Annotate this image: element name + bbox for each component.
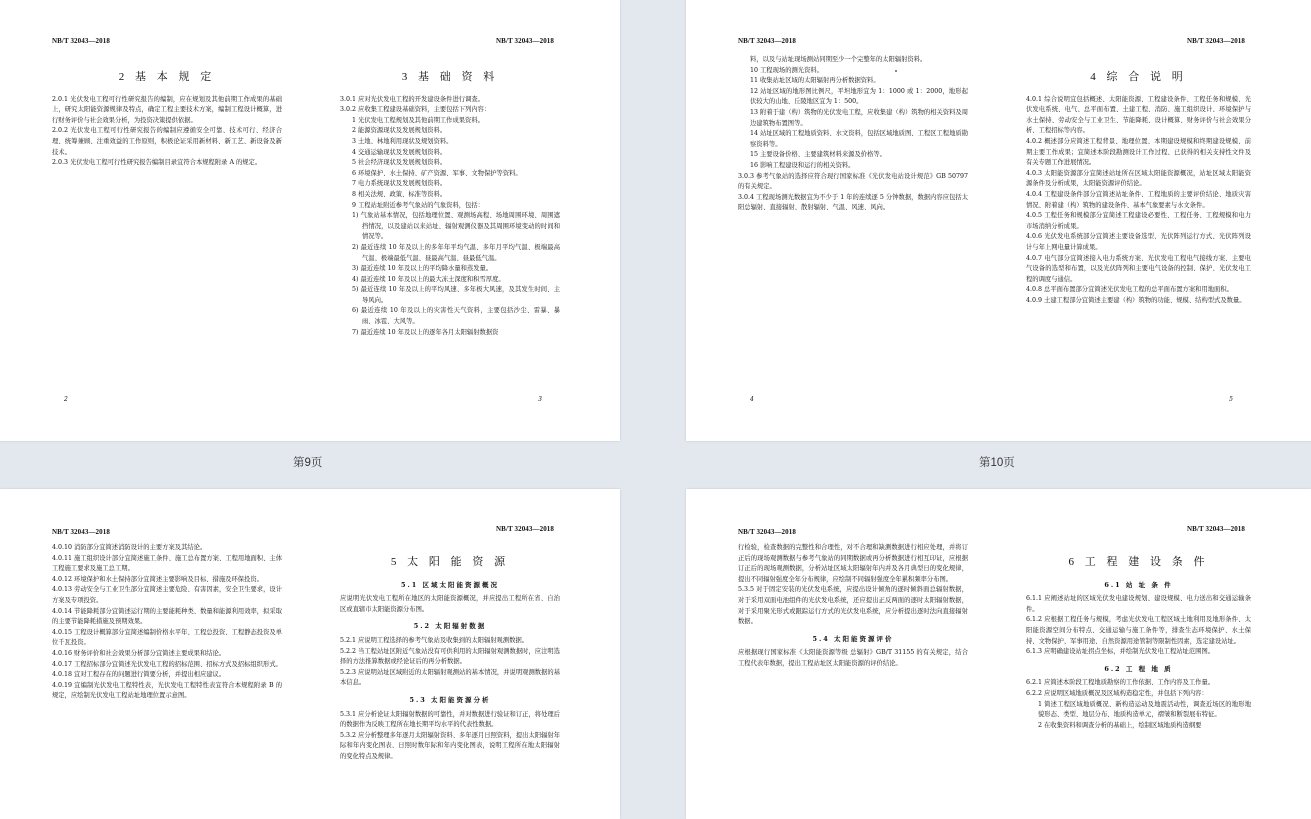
clause: 4.0.13 劳动安全与工业卫生部分宜简述主要危险、有害因素，安全卫生要求，设计方案及专项投资。: [52, 586, 282, 604]
clause: 5.2.2 当工程站址区附近气象站没有可供利用的太阳辐射观测数据时，应注明选择的方法推算数据或经论证后的再分析数据。: [340, 647, 560, 666]
chapter-title: 6 工 程 建 设 条 件: [1068, 556, 1209, 568]
page-header: NB/T 32043—2018: [738, 528, 796, 536]
page-header: NB/T 32043—2018: [496, 37, 554, 45]
list-item: 14 站址区域的工程地质资料、水文资料，包括区域地质图、工程区工程地质勘察资料等。: [750, 130, 968, 148]
clause: 4.0.5 工程任务和规模部分宜简述工程建设必要性、工程任务、工程规模和电力市场消纳分析成果。: [1026, 212, 1251, 230]
list-item: 5 社会经济现状及发展规划资料。: [352, 159, 447, 167]
sub-list-item: 4) 最近连续 10 年及以上的最大冻土深度和积雪厚度。: [352, 275, 505, 283]
clause: 4.0.15 工程设计概算部分宜简述编制价格水平年、工程总投资、工程静态投资及单位千瓦投资。: [52, 628, 282, 647]
page-number: 5: [1229, 396, 1233, 403]
doc-page-7: [310, 489, 620, 819]
chapter-title: 4 综 合 说 明: [1090, 71, 1187, 83]
section-heading: 5.1 区域太阳能资源概况: [400, 580, 500, 589]
clause: 5.2.1 应说明工程选择的参考气象站及收集到的太阳辐射观测数据。: [340, 636, 529, 644]
chapter-title: 5 太 阳 能 资 源: [390, 556, 510, 568]
list-item: 2 能源资源现状及发展规划资料。: [352, 127, 447, 135]
clause: 4.0.4 工程建设条件部分宜简述站址条件、工程地质的主要评价结论、地质灾害情况、附着建（构）筑物的建设条件、基本气象要素与水文条件。: [1026, 190, 1251, 209]
clause: 4.0.18 宜对工程存在的问题进行简要分析，并提出相应建议。: [52, 671, 226, 679]
page-spread-4: [686, 489, 1311, 819]
page-number: 4: [750, 396, 754, 403]
clause: 4.0.12 环境保护和水土保持部分宜简述主要影响及目标、措施及环保投资。: [52, 575, 263, 583]
clause: 行检验，检查数据的完整性和合理性，对不合理和缺测数据进行相应处理，并将订正后的现场观测数据与参考气象站的同期数据或再分析数据进行相互印证，应根据订正后的现场观测数据，分析站址区域太阳辐射年内并及各月典型日的变化规律，提出不同辐射强度全年分布规律，应绘制不同辐射强度全年累积频率分布图。: [738, 544, 968, 583]
page-number: 2: [64, 396, 68, 403]
clause: 4.0.2 概述部分应简述工程背景、地理位置、本期建设规模和终期建设规模、前期主要工作成果；宜简述本阶段勘测设计工作过程、已获得的相关支持性文件及有关专题工作进展情况。: [1026, 137, 1251, 167]
page-header: NB/T 32043—2018: [1187, 37, 1245, 45]
page-speck: [895, 70, 897, 72]
clause: 6.1.1 应阐述站址的区域光伏发电建设规划、建设规模、电力送出和交通运输条件。: [1026, 595, 1251, 613]
list-item: 1 光伏发电工程规划及其他前期工作成果资料。: [352, 116, 484, 124]
clause: 5.3.1 应分析论证太阳辐射数据的可靠性，并对数据进行验证和订正，将处理后的数据作为反映工程所在地长期平均水平的代表性数据。: [340, 710, 560, 729]
page-spread-1: [0, 0, 620, 441]
list-item: 9 工程站址附近参考气象站的气象资料，包括：: [352, 201, 484, 209]
clause: 3.0.4 工程现场测光数据宜为不少于 1 年的连续逐 5 分钟数据，数据内容应包括太阳总辐射、直接辐射、散射辐射、气温、风速、风向。: [738, 193, 968, 212]
page-header: NB/T 32043—2018: [52, 528, 110, 536]
clause: 2.0.3 光伏发电工程可行性研究报告编制目录宜符合本规程附录 A 的规定。: [52, 159, 262, 167]
clause: 5.3.2 应分析整理多年逐月太阳辐射资料、多年逐月日照资料，提出太阳辐射年际和年内变化图表、日照时数年际和年内变化图表，说明工程所在地太阳辐射的变化特点及规律。: [340, 731, 560, 760]
chapter-title: 3 基 础 资 料: [401, 71, 499, 83]
page-number: 3: [538, 396, 542, 403]
doc-page-6: [0, 489, 310, 819]
clause: 4.0.1 综合说明宜包括概述、太阳能资源、工程建设条件、工程任务和规模、光伏发电系统、电气、总平面布置、土建工程、消防、施工组织设计、环境保护与水土保持、劳动安全与工业卫生、节能降耗、设计概算、财务评价与社会效果分析、工程招标等内容。: [1026, 95, 1251, 135]
list-item: 11 收集站址区域的太阳辐射再分析数据资料。: [750, 77, 880, 85]
clause: 6.1.2 应根据工程任务与规模，考虑光伏发电工程区域土地利用及地形条件、太阳能资源空间分布特点、交通运输与施工条件等，排查生态环境保护、水土保持、文物保护、军事用途、自然资源用途管制等限制性因素，选定建设站址。: [1026, 616, 1251, 645]
list-item: 7 电力系统现状及发展规划资料。: [352, 180, 447, 188]
sub-list-item: 1) 气象站基本情况，包括地理位置、观测场高程、场地周围环境、周围遮挡情况，以及建站以来站址、辐射观测仪器及其周围环境变动的时间和情况等。: [352, 212, 560, 241]
page-label-10: 第10页: [979, 457, 1015, 469]
clause: 4.0.7 电气部分宜简述接入电力系统方案、光伏发电工程电气接线方案、主要电气设备的选型和布置，以及光伏阵列和主要电气设备的控制、保护、光伏发电工程的调度与通信。: [1026, 254, 1251, 283]
doc-page-4: [686, 0, 996, 441]
page-spread-3: [0, 489, 620, 819]
clause: 4.0.10 消防部分宜简述消防设计的主要方案及其结论。: [52, 544, 207, 551]
section-heading: 5.2 太阳辐射数据: [413, 622, 487, 631]
clause: 4.0.11 施工组织设计部分宜简述施工条件、施工总布置方案、工程用地面积、主体工程施工要求及施工总工期。: [52, 554, 282, 573]
clause: 4.0.3 太阳能资源部分宜简述站址所在区域太阳能资源概况，站址区域太阳能资源条件及分析成果，太阳能资源评价结论。: [1026, 169, 1251, 188]
list-item: 4 交通运输现状及发展规划资料。: [352, 148, 447, 156]
page-label-9: 第9页: [293, 457, 323, 469]
list-item: 3 土地、林地利用现状及规划资料。: [352, 137, 453, 145]
list-item: 12 站址区域的地形图比例尺，平坦地形宜为 1：1000 或 1：2000，地形起伏较大的山地、丘陵地区宜为 1：500。: [750, 87, 968, 106]
page-header: NB/T 32043—2018: [496, 525, 554, 533]
clause: 4.0.9 土建工程部分宜简述主要建（构）筑物的功能、规模、结构型式及数量。: [1026, 296, 1246, 304]
list-item: 2 在收集资料和调查分析的基础上，绘制区域地质构造纲要: [1038, 721, 1202, 729]
clause: 4.0.8 总平面布置部分宜简述光伏发电工程的总平面布置方案和用地面积。: [1026, 286, 1233, 294]
clause: 4.0.19 宜编制光伏发电工程特性表，光伏发电工程特性表宜符合本规程附录 B 的规定，应绘制光伏发电工程站址地理位置示意图。: [52, 681, 282, 700]
clause: 应根据现行国家标准《太阳能资源等级 总辐射》GB/T 31155 的有关规定，结合工程代表年数据，提出工程站址区太阳能资源的评价结论。: [738, 649, 968, 667]
clause: 5.2.3 应说明站址区域附近的太阳辐射观测站的基本情况，并说明观测数据的基本信息。: [340, 668, 560, 687]
clause: 3.0.2 应收集工程建设基础资料，主要包括下列内容：: [340, 106, 491, 114]
clause: 3.0.3 参考气象站的选择应符合现行国家标准《光伏发电站设计规范》GB 50797 的有关规定。: [738, 172, 968, 191]
page-header: NB/T 32043—2018: [738, 37, 796, 45]
sub-list-item: 7) 最近连续 10 年及以上的逐年各月太阳辐射数据资: [352, 328, 499, 336]
section-heading: 6.2 工 程 地 质: [1104, 664, 1173, 673]
list-item: 10 工程现场的测光资料。: [750, 66, 823, 74]
clause: 2.0.1 光伏发电工程可行性研究报告的编制，应在规划及其他前期工作成果的基础上，研究太阳能资源规律及特点，确定工程主要技术方案，编制工程设计概算，进行财务评价与社会效果分析，为投资决策提供依据。: [52, 95, 282, 124]
clause: 4.0.16 财务评价和社会效果分析部分宜简述主要成果和结论。: [52, 649, 226, 657]
doc-page-2: [0, 0, 310, 441]
doc-page-5: [996, 0, 1311, 441]
sub-list-item: 6) 最近连续 10 年及以上的灾害性天气资料，主要包括沙尘、雷暴、暴雨、冰雹、大风等。: [352, 307, 560, 326]
page-header: NB/T 32043—2018: [52, 37, 110, 45]
clause: 6.2.1 应简述本阶段工程地质勘察的工作依据、工作内容及工作量。: [1026, 679, 1215, 687]
doc-page-3: [310, 0, 620, 441]
doc-page-9: [996, 489, 1311, 819]
clause: 2.0.2 光伏发电工程可行性研究报告的编制应遵循安全可靠、技术可行、经济合理、统筹兼顾、注重效益的工作原则，积极论证采用新材料、新工艺、新设备及新技术。: [52, 127, 282, 156]
sub-list-item: 5) 最近连续 10 年及以上的平均风速、多年极大风速，及其发生时间、主导风向。: [352, 286, 560, 304]
clause: 4.0.6 光伏发电系统部分宜简述主要设备选型、光伏阵列运行方式、光伏阵列设计与年上网电量计算成果。: [1026, 233, 1251, 251]
list-item: 1 简述工程区域地质概况、新构造运动及地震活动性，调查近场区的地形地貌形态、类型、地层分布、地质构造单元，褶皱和断裂展布特征。: [1038, 700, 1251, 719]
sub-list-item: 2) 最近连续 10 年及以上的多年年平均气温、多年月平均气温、极端最高气温、极端最低气温、昼最高气温、昼最低气温。: [352, 243, 560, 262]
page-spread-2: [686, 0, 1311, 441]
clause: 3.0.1 应对光伏发电工程的开发建设条件进行调查。: [340, 95, 484, 103]
doc-page-8: [686, 489, 996, 819]
clause: 应说明光伏发电工程所在地区的太阳能资源概况，并应提出工程所在省、自治区或直辖市太阳能资源分布图。: [340, 595, 560, 613]
list-item: 16 影响工程建设和运行的相关资料。: [750, 161, 855, 169]
chapter-title: 2 基 本 规 定: [118, 71, 216, 83]
list-item: 6 环境保护、水土保持、矿产资源、军事、文物保护等资料。: [352, 169, 522, 177]
section-heading: 5.3 太阳能资源分析: [409, 695, 491, 704]
sub-list-item: 3) 最近连续 10 年及以上的平均降水量和蒸发量。: [352, 265, 493, 273]
page-header: NB/T 32043—2018: [1187, 525, 1245, 533]
clause: 4.0.17 工程招标部分宜简述光伏发电工程的招标范围、招标方式及招标组织形式。: [52, 660, 282, 668]
list-item: 8 相关法规、政策、标准等资料。: [352, 190, 447, 198]
clause: 4.0.14 节能降耗部分宜简述运行期的主要能耗种类、数量和能源利用效率，拟采取的主要节能降耗措施及预期效果。: [52, 607, 282, 626]
sub-list-item: 料，以及与站址现场测站同期至少一个完整年的太阳辐射资料。: [750, 56, 927, 63]
section-heading: 5.4 太阳能资源评价: [812, 634, 894, 643]
clause: 6.1.3 应明确建设站址拐点坐标，并绘制光伏发电工程站址范围图。: [1026, 648, 1215, 656]
section-heading: 6.1 站 址 条 件: [1104, 580, 1173, 589]
clause: 5.3.5 对于固定安装的光伏发电系统，应提出设计倾角的逐时倾斜面总辐射数据，对于采用双面电池组件的光伏发电系统，还应提出正反两面的逐时太阳辐射数据，对于采用聚光形式或跟踪运行方式的光伏发电系统，应分析提出逐时法向直接辐射数据。: [738, 586, 968, 626]
list-item: 15 主要设备价格、主要建筑材料来源及价格等。: [750, 151, 886, 159]
list-item: 13 附着于建（构）筑物的光伏发电工程，应收集建（构）筑物的相关资料及周边建筑物布置图等。: [750, 108, 968, 127]
clause: 6.2.2 应说明区域地质概况及区域构造稳定性，并包括下列内容：: [1026, 689, 1208, 697]
